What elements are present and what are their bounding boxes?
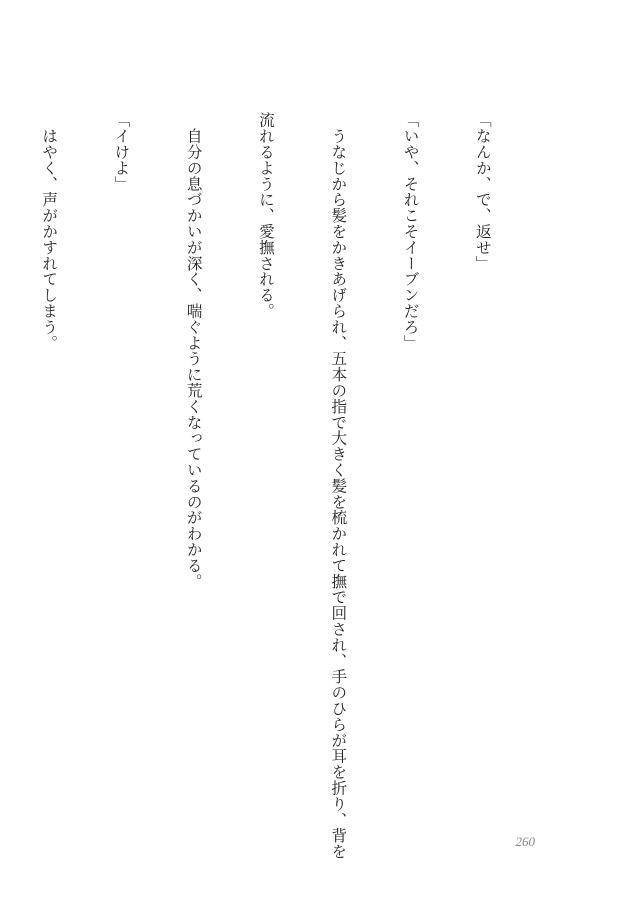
- text-line: 流れるように、愛撫される。: [256, 112, 275, 319]
- text-line: 「なんか、で、返せ」: [473, 112, 492, 271]
- text-line: うなじから髪をかきあげられ、五本の指で大きく髪を梳かれて撫で回され、手のひらが耳を折り、背を: [329, 112, 348, 860]
- text-line: 「イけよ」: [112, 112, 131, 192]
- text-line: 「いや、それこそイーブンだろ」: [401, 112, 420, 351]
- text-line: はやく、声がかすれてしまう。: [40, 112, 59, 351]
- page-number: 260: [515, 834, 535, 849]
- text-line: 自分の息づかいが深く、喘ぐように荒くなっているのがわかる。: [184, 112, 203, 589]
